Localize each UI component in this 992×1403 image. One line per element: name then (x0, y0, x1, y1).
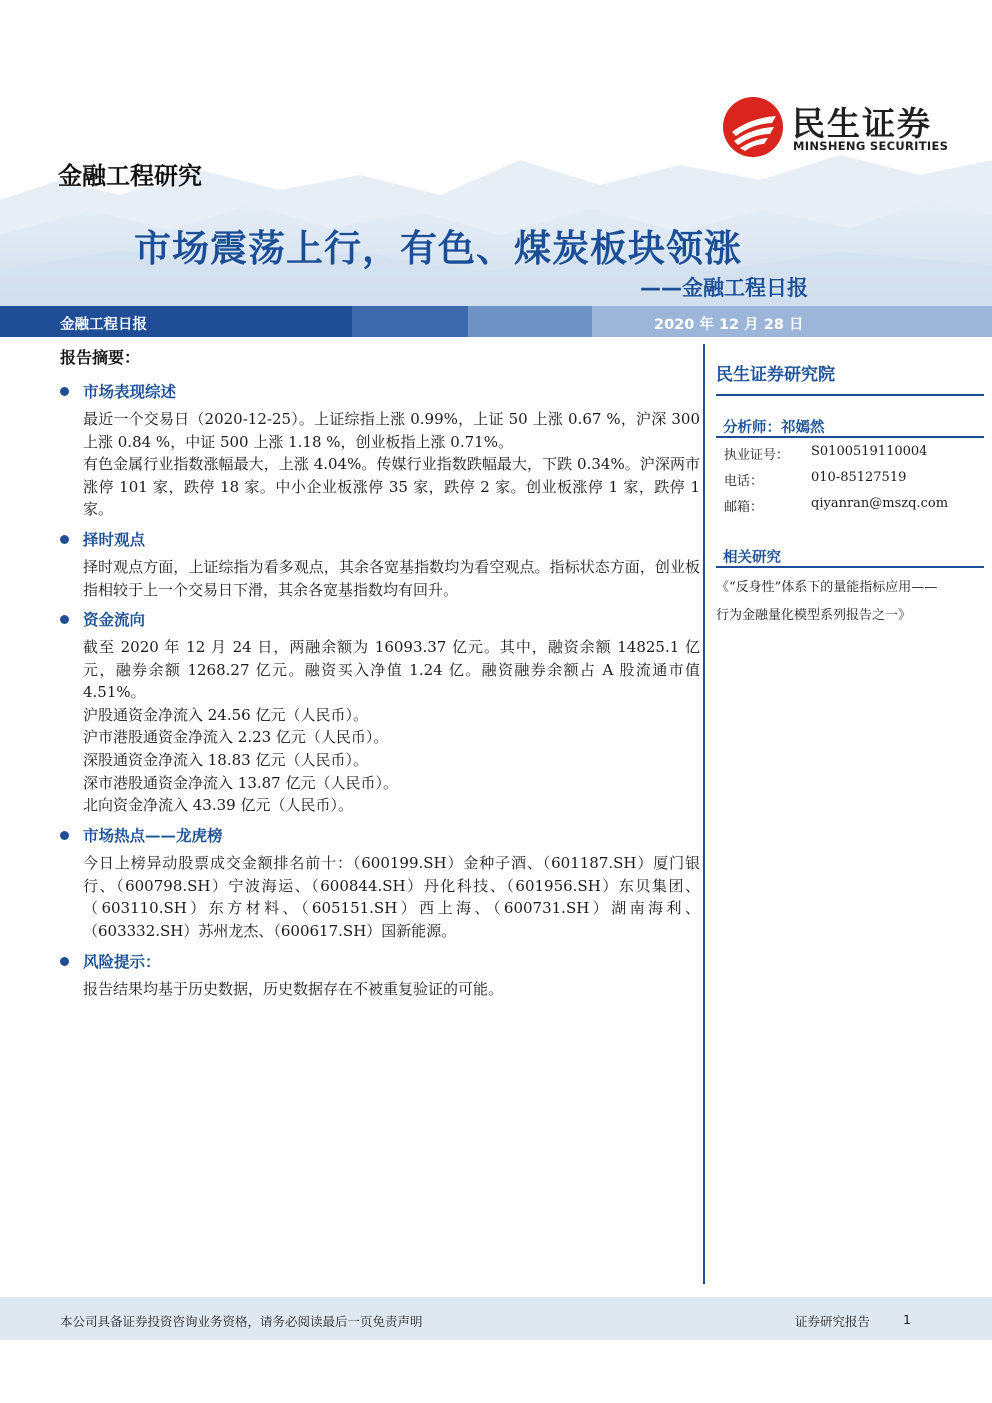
divider (716, 394, 984, 396)
section-title: 择时观点 (83, 530, 146, 549)
analyst-name: 分析师：祁嫣然 (723, 419, 825, 436)
page-number: 1 (903, 1312, 911, 1327)
paragraph: 深股通资金净流入 18.83 亿元（人民币）。 (83, 750, 368, 769)
section-fund-flow (60, 608, 700, 817)
paragraph: 今日上榜异动股票成交金额排名前十：（600199.SH）金种子酒、（601187.SH）厦门银行、（600798.SH）宁波海运、（600844.SH）丹化科技、（601956.SH）东贝集团、（603110.SH）东方材料、（605151.SH）西上海、（600731.SH）湖南海利、（603332.SH）苏州龙杰、（600617.SH）国新能源。 (83, 854, 700, 940)
minsheng-logo-icon (722, 96, 784, 158)
email-label: 邮箱： (724, 500, 764, 515)
paragraph: 深市港股通资金净流入 13.87 亿元（人民币）。 (83, 773, 398, 792)
section-hot-spots (60, 824, 700, 942)
column-divider (703, 344, 705, 1284)
bullet-icon (60, 535, 69, 544)
paragraph: 择时观点方面，上证综指为看多观点，其余各宽基指数均为看空观点。指标状态方面，创业板指相较于上一个交易日下滑，其余各宽基指数均有回升。 (83, 558, 700, 599)
bullet-icon (60, 957, 69, 966)
research-institute: 民生证券研究院 (716, 365, 835, 385)
paragraph: 最近一个交易日（2020-12-25）。上证综指上涨 0.99%，上证 50 上涨 0.67 %，沪深 300 上涨 0.84 %，中证 500 上涨 1.18 %，创业板指上涨 0.71%。 (83, 410, 700, 451)
paragraph: 沪股通资金净流入 24.56 亿元（人民币）。 (83, 705, 368, 724)
title-band (0, 306, 992, 337)
phone-value: 010-85127519 (811, 470, 907, 485)
brand-logo (722, 96, 962, 160)
report-subtitle: ——金融工程日报 (640, 276, 808, 300)
section-title: 市场表现综述 (83, 382, 177, 401)
section-risk-warning (60, 950, 700, 1001)
section-title: 风险提示： (83, 952, 161, 971)
paragraph: 有色金属行业指数涨幅最大，上涨 4.04%。传媒行业指数跌幅最大，下跌 0.34%。沪深两市涨停 101 家，跌停 18 家。中小企业板涨停 35 家，跌停 2 家。创业板涨停 1 家，跌停 1 家。 (83, 455, 700, 519)
paragraph: 截至 2020 年 12 月 24 日，两融余额为 16093.37 亿元。其中，融资余额 14825.1 亿元，融券余额 1268.27 亿元。融资买入净值 1.24 亿。融资融券余额占 A 股流通市值 4.51%。 (83, 638, 700, 702)
related-research-heading: 相关研究 (723, 549, 781, 566)
footer-disclaimer: 本公司具备证券投资咨询业务资格，请务必阅读最后一页免责声明 (60, 1314, 423, 1329)
bullet-icon (60, 387, 69, 396)
phone-label: 电话： (724, 474, 764, 489)
footer-report-type: 证券研究报告 (795, 1314, 871, 1329)
divider (716, 436, 984, 438)
bullet-icon (60, 615, 69, 624)
paragraph: 报告结果均基于历史数据，历史数据存在不被重复验证的可能。 (83, 980, 504, 998)
license-label: 执业证号： (724, 448, 790, 463)
paragraph: 沪市港股通资金净流入 2.23 亿元（人民币）。 (83, 728, 389, 747)
email-value: qiyanran@mszq.com (811, 496, 949, 511)
report-title: 市场震荡上行，有色、煤炭板块领涨 (134, 227, 742, 270)
section-market-review (60, 380, 700, 521)
related-research-link[interactable]: 《“反身性”体系下的量能指标应用—— (716, 580, 938, 595)
section-title: 市场热点——龙虎榜 (83, 826, 223, 845)
license-value: S0100519110004 (811, 444, 928, 459)
report-date: 2020 年 12 月 28 日 (654, 317, 804, 333)
divider (716, 566, 984, 568)
brand-name-cn: 民生证券 (792, 104, 932, 143)
summary-heading: 报告摘要： (60, 348, 141, 367)
related-research-link[interactable]: 行为金融量化模型系列报告之一》 (716, 608, 912, 623)
band-report-type: 金融工程日报 (60, 317, 147, 333)
section-timing-view (60, 528, 700, 601)
brand-name-en: MINSHENG SECURITIES (793, 139, 949, 153)
paragraph: 北向资金净流入 43.39 亿元（人民币）。 (83, 796, 353, 815)
section-title: 资金流向 (83, 610, 146, 629)
bullet-icon (60, 831, 69, 840)
department-label: 金融工程研究 (58, 162, 202, 190)
